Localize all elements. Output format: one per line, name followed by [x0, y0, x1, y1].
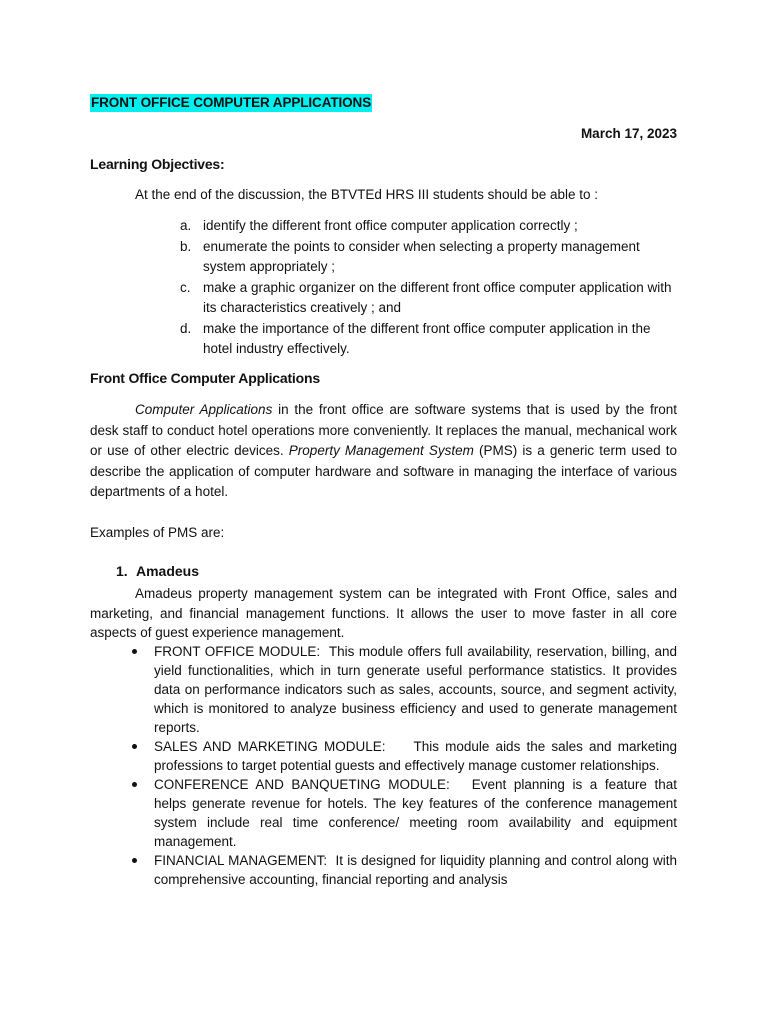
- document-date: March 17, 2023: [580, 126, 677, 141]
- module-name: CONFERENCE AND BANQUETING MODULE:: [154, 777, 450, 792]
- modules-list: [90, 642, 677, 889]
- bullet-icon: [132, 858, 137, 863]
- list-marker: b.: [180, 238, 192, 254]
- list-item: [90, 278, 677, 319]
- module-text: This module offers full availability, reservation, billing, and yield functionalities, which in turn generate useful performance statistics. It provides data on performance indicators such as sales, accounts, source, and segment activity, which is monitored to analyze business efficiency and used to generate management reports.: [154, 644, 678, 735]
- section-heading: Front Office Computer Applications: [90, 370, 320, 386]
- module-name: FRONT OFFICE MODULE:: [154, 644, 321, 659]
- learning-objectives-heading: Learning Objectives:: [90, 156, 225, 172]
- bullet-icon: [132, 782, 137, 787]
- objectives-list: [90, 216, 677, 360]
- list-item: [90, 319, 677, 360]
- list-item-text: enumerate the points to consider when selecting a property management system appropriately ;: [203, 238, 640, 274]
- list-marker: a.: [180, 218, 192, 233]
- heading-text: Amadeus: [136, 563, 200, 579]
- amadeus-heading: [116, 563, 199, 579]
- list-marker: c.: [180, 279, 191, 295]
- examples-intro: Examples of PMS are:: [90, 525, 225, 540]
- list-marker: d.: [180, 320, 192, 336]
- bullet-icon: [132, 649, 137, 654]
- amadeus-intro: Amadeus property management system can be integrated with Front Office, sales and marketing, and financial management functions. It allows the user to move faster in all core aspects of guest experience management.: [90, 586, 677, 640]
- module-text: This module aids the sales and marketing professions to target potential guests and effectively manage customer relationships.: [154, 739, 677, 773]
- module-text: Event planning is a feature that helps generate revenue for hotels. The key features of the conference management system include real time conference/ meeting room availability and equipment management.: [154, 777, 677, 849]
- list-item-text: identify the different front office computer application correctly ;: [203, 218, 578, 233]
- heading-number: 1.: [116, 563, 128, 579]
- term-computer-applications: Computer Applications: [135, 402, 273, 417]
- term-property-management-system: Property Management System: [288, 443, 474, 458]
- list-item: [90, 642, 677, 737]
- module-text: It is designed for liquidity planning and control along with comprehensive accounting, financial reporting and analysis: [154, 853, 677, 887]
- list-item: [90, 775, 677, 851]
- list-item-text: make a graphic organizer on the different front office computer application with its characteristics creatively ; and: [203, 279, 672, 315]
- list-item: [90, 851, 677, 889]
- section-paragraph: [90, 400, 677, 503]
- document-title: FRONT OFFICE COMPUTER APPLICATIONS: [91, 95, 372, 110]
- module-name: SALES AND MARKETING MODULE:: [154, 739, 386, 754]
- objectives-intro: At the end of the discussion, the BTVTEd HRS III students should be able to :: [135, 187, 599, 202]
- paragraph-text: (PMS) is a generic term used to describe the application of computer hardware and software in managing the interface of various departments of a hotel.: [90, 443, 677, 499]
- bullet-icon: [132, 744, 137, 749]
- module-name: FINANCIAL MANAGEMENT:: [154, 853, 328, 868]
- paragraph-text: in the front office are software systems that is used by the front desk staff to conduct hotel operations more conveniently. It replaces the manual, mechanical work or use of other electric devices.: [90, 402, 677, 458]
- list-item-text: make the importance of the different front office computer application in the hotel industry effectively.: [203, 320, 651, 356]
- list-item: [90, 216, 677, 237]
- list-item: [90, 737, 677, 775]
- list-item: [90, 237, 677, 278]
